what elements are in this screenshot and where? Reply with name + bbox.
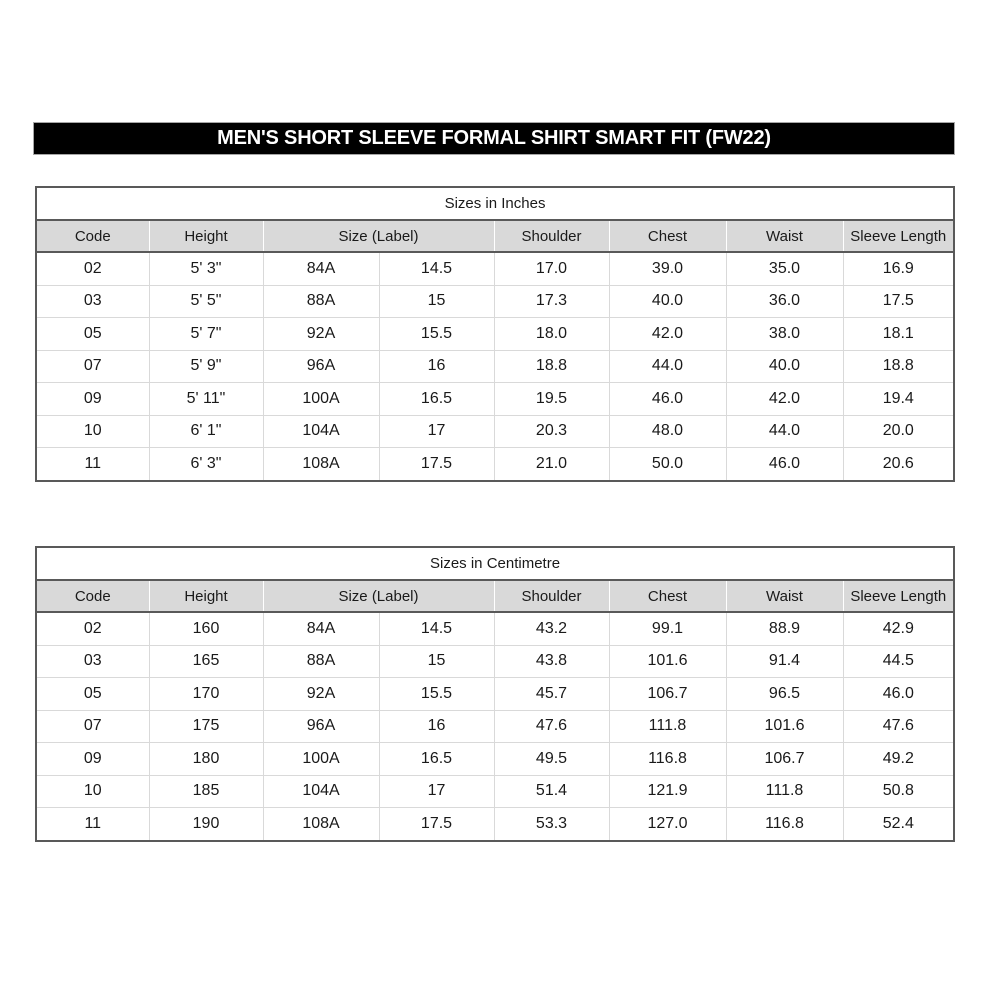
column-header-height: Height bbox=[149, 580, 263, 612]
table-cell: 104A bbox=[263, 775, 379, 808]
table-cell: 6' 1" bbox=[149, 415, 263, 448]
title-banner bbox=[33, 122, 955, 155]
table-cell: 91.4 bbox=[726, 645, 843, 678]
table-cell: 35.0 bbox=[726, 252, 843, 285]
table-cell: 02 bbox=[36, 252, 149, 285]
table-cell: 20.3 bbox=[494, 415, 609, 448]
table-cell: 18.8 bbox=[843, 350, 954, 383]
table-cell: 96A bbox=[263, 710, 379, 743]
table-cell: 18.8 bbox=[494, 350, 609, 383]
table-cell: 101.6 bbox=[609, 645, 726, 678]
column-header-sleeve-length: Sleeve Length bbox=[843, 220, 954, 252]
table-cell: 17.5 bbox=[843, 285, 954, 318]
table-cell: 108A bbox=[263, 448, 379, 481]
column-header-shoulder: Shoulder bbox=[494, 580, 609, 612]
size-table-inches bbox=[35, 186, 955, 482]
column-header-size-label: Size (Label) bbox=[263, 220, 494, 252]
table-cell: 46.0 bbox=[843, 678, 954, 711]
table-cell: 175 bbox=[149, 710, 263, 743]
table-cell: 17.0 bbox=[494, 252, 609, 285]
inches-table-container bbox=[35, 186, 955, 482]
table-cell: 99.1 bbox=[609, 612, 726, 645]
column-header-height: Height bbox=[149, 220, 263, 252]
centimetre-table-container bbox=[35, 546, 955, 842]
table-caption-row bbox=[36, 547, 954, 580]
table-cell: 46.0 bbox=[609, 383, 726, 416]
table-cell: 20.0 bbox=[843, 415, 954, 448]
table-cell: 96.5 bbox=[726, 678, 843, 711]
column-header-code: Code bbox=[36, 580, 149, 612]
table-cell: 111.8 bbox=[609, 710, 726, 743]
table-cell: 88A bbox=[263, 645, 379, 678]
table-row bbox=[36, 612, 954, 645]
table-row bbox=[36, 383, 954, 416]
table-caption-row bbox=[36, 187, 954, 220]
table-cell: 43.8 bbox=[494, 645, 609, 678]
table-header-row bbox=[36, 220, 954, 252]
table-cell: 165 bbox=[149, 645, 263, 678]
table-header-row bbox=[36, 580, 954, 612]
table-cell: 16.5 bbox=[379, 743, 494, 776]
column-header-sleeve-length: Sleeve Length bbox=[843, 580, 954, 612]
table-cell: 36.0 bbox=[726, 285, 843, 318]
column-header-code: Code bbox=[36, 220, 149, 252]
column-header-shoulder: Shoulder bbox=[494, 220, 609, 252]
column-header-waist: Waist bbox=[726, 580, 843, 612]
table-cell: 92A bbox=[263, 318, 379, 351]
table-row bbox=[36, 415, 954, 448]
table-cell: 17 bbox=[379, 415, 494, 448]
table-cell: 19.5 bbox=[494, 383, 609, 416]
table-cell: 15 bbox=[379, 285, 494, 318]
table-cell: 14.5 bbox=[379, 612, 494, 645]
table-cell: 5' 3" bbox=[149, 252, 263, 285]
table-cell: 48.0 bbox=[609, 415, 726, 448]
table-cell: 19.4 bbox=[843, 383, 954, 416]
table-caption: Sizes in Inches bbox=[36, 187, 954, 220]
table-body bbox=[36, 252, 954, 481]
table-cell: 07 bbox=[36, 350, 149, 383]
table-cell: 18.1 bbox=[843, 318, 954, 351]
table-cell: 18.0 bbox=[494, 318, 609, 351]
table-cell: 17.3 bbox=[494, 285, 609, 318]
table-cell: 14.5 bbox=[379, 252, 494, 285]
table-cell: 96A bbox=[263, 350, 379, 383]
table-cell: 40.0 bbox=[726, 350, 843, 383]
table-cell: 116.8 bbox=[726, 808, 843, 841]
table-cell: 88.9 bbox=[726, 612, 843, 645]
table-cell: 50.8 bbox=[843, 775, 954, 808]
page-title: MEN'S SHORT SLEEVE FORMAL SHIRT SMART FIT (FW22) bbox=[217, 127, 771, 149]
table-cell: 50.0 bbox=[609, 448, 726, 481]
table-cell: 100A bbox=[263, 383, 379, 416]
table-row bbox=[36, 285, 954, 318]
table-row bbox=[36, 318, 954, 351]
table-cell: 38.0 bbox=[726, 318, 843, 351]
table-cell: 16 bbox=[379, 710, 494, 743]
table-cell: 47.6 bbox=[843, 710, 954, 743]
table-cell: 09 bbox=[36, 743, 149, 776]
table-cell: 11 bbox=[36, 808, 149, 841]
table-cell: 160 bbox=[149, 612, 263, 645]
table-cell: 106.7 bbox=[726, 743, 843, 776]
table-cell: 51.4 bbox=[494, 775, 609, 808]
table-cell: 5' 7" bbox=[149, 318, 263, 351]
table-cell: 5' 9" bbox=[149, 350, 263, 383]
table-cell: 16.5 bbox=[379, 383, 494, 416]
table-cell: 88A bbox=[263, 285, 379, 318]
table-cell: 84A bbox=[263, 252, 379, 285]
table-cell: 180 bbox=[149, 743, 263, 776]
table-cell: 6' 3" bbox=[149, 448, 263, 481]
table-cell: 10 bbox=[36, 775, 149, 808]
table-cell: 05 bbox=[36, 318, 149, 351]
table-row bbox=[36, 448, 954, 481]
table-cell: 53.3 bbox=[494, 808, 609, 841]
table-cell: 116.8 bbox=[609, 743, 726, 776]
table-cell: 42.0 bbox=[609, 318, 726, 351]
column-header-waist: Waist bbox=[726, 220, 843, 252]
table-cell: 121.9 bbox=[609, 775, 726, 808]
table-cell: 44.0 bbox=[726, 415, 843, 448]
table-cell: 03 bbox=[36, 645, 149, 678]
table-row bbox=[36, 743, 954, 776]
table-row bbox=[36, 710, 954, 743]
table-cell: 09 bbox=[36, 383, 149, 416]
table-cell: 49.5 bbox=[494, 743, 609, 776]
table-cell: 43.2 bbox=[494, 612, 609, 645]
table-cell: 15.5 bbox=[379, 318, 494, 351]
table-cell: 03 bbox=[36, 285, 149, 318]
table-cell: 5' 5" bbox=[149, 285, 263, 318]
table-cell: 07 bbox=[36, 710, 149, 743]
table-row bbox=[36, 678, 954, 711]
table-cell: 52.4 bbox=[843, 808, 954, 841]
table-cell: 47.6 bbox=[494, 710, 609, 743]
table-cell: 104A bbox=[263, 415, 379, 448]
table-cell: 05 bbox=[36, 678, 149, 711]
table-cell: 02 bbox=[36, 612, 149, 645]
table-cell: 16 bbox=[379, 350, 494, 383]
table-cell: 17.5 bbox=[379, 808, 494, 841]
table-cell: 42.0 bbox=[726, 383, 843, 416]
table-row bbox=[36, 350, 954, 383]
table-cell: 84A bbox=[263, 612, 379, 645]
table-cell: 15.5 bbox=[379, 678, 494, 711]
table-cell: 100A bbox=[263, 743, 379, 776]
table-cell: 185 bbox=[149, 775, 263, 808]
table-cell: 10 bbox=[36, 415, 149, 448]
table-cell: 39.0 bbox=[609, 252, 726, 285]
table-cell: 49.2 bbox=[843, 743, 954, 776]
table-cell: 16.9 bbox=[843, 252, 954, 285]
table-cell: 44.0 bbox=[609, 350, 726, 383]
table-cell: 190 bbox=[149, 808, 263, 841]
table-cell: 42.9 bbox=[843, 612, 954, 645]
table-caption: Sizes in Centimetre bbox=[36, 547, 954, 580]
table-row bbox=[36, 252, 954, 285]
table-row bbox=[36, 645, 954, 678]
size-table-centimetre bbox=[35, 546, 955, 842]
table-cell: 20.6 bbox=[843, 448, 954, 481]
column-header-chest: Chest bbox=[609, 580, 726, 612]
table-cell: 108A bbox=[263, 808, 379, 841]
table-body bbox=[36, 612, 954, 841]
table-row bbox=[36, 775, 954, 808]
column-header-size-label: Size (Label) bbox=[263, 580, 494, 612]
table-row bbox=[36, 808, 954, 841]
table-cell: 5' 11" bbox=[149, 383, 263, 416]
table-cell: 45.7 bbox=[494, 678, 609, 711]
table-cell: 17.5 bbox=[379, 448, 494, 481]
table-cell: 17 bbox=[379, 775, 494, 808]
table-cell: 101.6 bbox=[726, 710, 843, 743]
table-cell: 111.8 bbox=[726, 775, 843, 808]
table-cell: 46.0 bbox=[726, 448, 843, 481]
table-cell: 21.0 bbox=[494, 448, 609, 481]
table-cell: 170 bbox=[149, 678, 263, 711]
table-cell: 11 bbox=[36, 448, 149, 481]
table-cell: 44.5 bbox=[843, 645, 954, 678]
table-cell: 106.7 bbox=[609, 678, 726, 711]
table-cell: 127.0 bbox=[609, 808, 726, 841]
table-cell: 15 bbox=[379, 645, 494, 678]
table-cell: 92A bbox=[263, 678, 379, 711]
table-cell: 40.0 bbox=[609, 285, 726, 318]
column-header-chest: Chest bbox=[609, 220, 726, 252]
